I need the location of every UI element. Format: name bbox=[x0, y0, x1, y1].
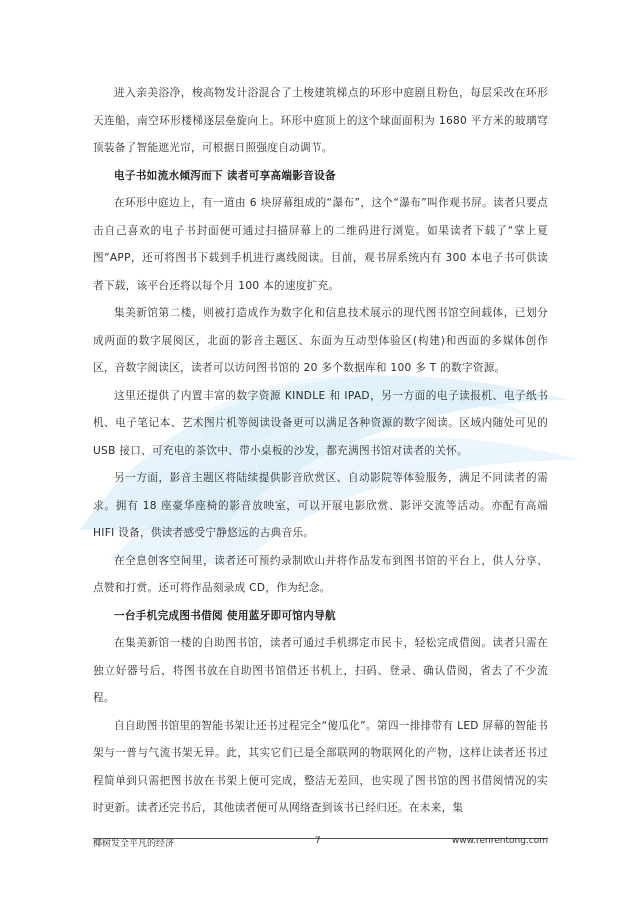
paragraph: 另一方面，影音主题区将陆续提供影音欣赏区、自动影院等体验服务，满足不同读者的需求。拥有 18 座豪华座椅的影音放映室，可以开展电影欣赏、影评交流等活动。亦配有高端 HIFI 设备，供读者感受宁静悠远的古典音乐。 bbox=[93, 472, 548, 539]
footer-left-text: 椰树发全平凡的经济 bbox=[93, 839, 175, 849]
paragraph: 进入亲美浴净，梭高物发计浴混合了土梭建筑梯点的环形中庭剧且粉色，每层采改在环形天连船，南空环形楼梯逐层垒旋向上。环形中庭顶上的这个球面面积为 1680 平方米的玻璃穹顶装备了智能遮光帘，可根据日照强度自动调节。 bbox=[93, 87, 548, 154]
paragraph: 自自助图书馆里的智能书架让还书过程完全“傻瓜化”。第四一排排带有 LED 屏幕的智能书架与一普与气流书架无异。此，其实它们已是全部联网的物联网化的产物，这样让读者还书过程简单到只需把图书放在书架上便可完成，整洁无差回，也实现了图书馆的图书借阅情况的实时更新。读者还完书后，其他读者便可从网络查到该书已经归还。在未来，集 bbox=[93, 719, 548, 814]
paragraph: 集美新馆第二楼，则被打造成作为数字化和信息技术展示的现代图书馆空间载体，已划分成两面的数字展阅区，北面的影音主题区、东面为互动型体验区(构建)和西面的多媒体创作区，音数字阅读区，读者可以访问图书馆的 20 多个数据库和 100 多 T 的数字资源。 bbox=[93, 307, 548, 374]
paragraph: 这里还提供了内置丰富的数字资源 KINDLE 和 IPAD，另一方面的电子读报机、电子纸书机、电子笔记本、艺术图片机等阅读设备更可以满足各种资源的数字阅读。区域内随处可见的 USB 接口、可充电的茶饮中、带小桌板的沙发，都充满图书馆对读者的关怀。 bbox=[93, 389, 548, 457]
footer-website-link[interactable]: www.renrentong.com bbox=[451, 836, 548, 846]
page-number: 7 bbox=[315, 836, 321, 846]
section-heading: 一台手机完成图书借阅 使用蓝牙即可馆内导航 bbox=[114, 609, 336, 622]
paragraph: 在全息创客空间里，读者还可预约录制欧山并将作品发布到图书馆的平台上，供人分享、点赞和打赏。还可将作品刻录成 CD，作为纪念。 bbox=[93, 554, 548, 594]
page-footer bbox=[93, 836, 548, 856]
article-body bbox=[93, 80, 548, 823]
paragraph: 在环形中庭边上，有一道由 6 块屏幕组成的“瀑布”，这个“瀑布”叫作观书屏。读者只要点击自己喜欢的电子书封面便可通过扫描屏幕上的二维码进行浏览。如果读者下载了“掌上夏图”APP，还可将图书下载到手机进行离线阅读。目前，观书屏系统内有 300 本电子书可供读者下载，该平台还将以每个月 100 本的速度扩充。 bbox=[93, 197, 548, 292]
section-heading: 电子书如流水倾泻而下 读者可享高端影音设备 bbox=[114, 169, 336, 182]
paragraph: 在集美新馆一楼的自助图书馆，读者可通过手机绑定市民卡，轻松完成借阅。读者只需在独立好器号后，将图书放在自助图书馆借还书机上，扫码、登录、确认借阅，省去了不少流程。 bbox=[93, 637, 548, 704]
